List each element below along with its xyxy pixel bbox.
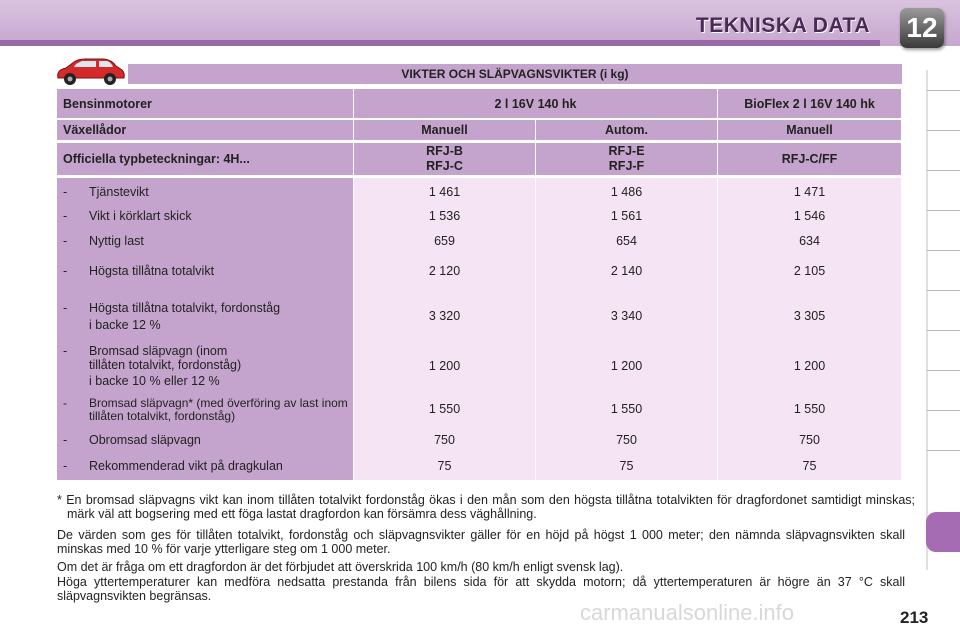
table-cell: 634 [799, 234, 820, 248]
gearbox-value: Autom. [536, 120, 717, 140]
table-cell: 1 550 [793, 402, 826, 416]
row-label-text: Nyttig last [89, 234, 144, 248]
row-label-text: Högsta tillåtna totalvikt [89, 264, 215, 278]
row-dash: - [63, 396, 67, 410]
table-cell: 750 [799, 433, 820, 447]
engine-header-row [57, 89, 902, 118]
chapter-tab[interactable] [927, 250, 960, 289]
type-row [57, 143, 902, 175]
page-title: TEKNISKA DATA [695, 14, 870, 37]
type-code [536, 143, 717, 175]
values-column-manual-2l [354, 178, 535, 480]
table-cell: 654 [616, 234, 637, 248]
row-label-text: Rekommenderad vikt på dragkulan [89, 459, 283, 473]
type-label: Officiella typbeteckningar: 4H... [57, 143, 353, 175]
table-cell: 1 200 [610, 359, 643, 373]
car-icon [52, 56, 126, 88]
type-code-line: RFJ-E [608, 144, 645, 158]
table-cell: 1 471 [793, 185, 826, 199]
row-labels-column [57, 178, 353, 480]
gearbox-row [57, 120, 902, 140]
chapter-tab[interactable] [927, 210, 960, 249]
row-label-text: Obromsad släpvagn [89, 433, 201, 447]
type-code-line: RFJ-F [608, 159, 645, 173]
footnote: * En bromsad släpvagns vikt kan inom tillåten totalvikt fordonståg ökas i den mån som den högsta tillåtna totalvikten för dragfordonet samtidigt minskas; märk väl att bogsering med ett föga lastat dragfordon kan försämra dess väghållning. [57, 493, 915, 521]
table-cell: 750 [616, 433, 637, 447]
table-cell: 75 [619, 459, 634, 473]
chapter-tab[interactable] [927, 130, 960, 169]
chapter-tab[interactable] [927, 90, 960, 129]
row-dash: - [63, 459, 68, 473]
row-dash: - [63, 234, 68, 248]
table-cell: 1 561 [610, 209, 643, 223]
row-label-text: Högsta tillåtna totalvikt, fordonståg [89, 301, 281, 315]
gearbox-value: Manuell [354, 120, 535, 140]
type-code: RFJ-C/FF [718, 143, 901, 175]
chapter-tab[interactable] [927, 170, 960, 209]
chapter-tab-active[interactable] [926, 512, 960, 552]
table-cell: 1 536 [428, 209, 461, 223]
table-cell: 1 200 [428, 359, 461, 373]
table-cell: 1 461 [428, 185, 461, 199]
table-cell: 659 [434, 234, 455, 248]
weights-table-body [57, 178, 902, 480]
table-cell: 3 305 [793, 309, 826, 323]
row-label-text: Tjänstevikt [89, 185, 149, 199]
note-paragraph: Om det är fråga om ett dragfordon är det förbjudet att överskrida 100 km/h (80 km/h enligt svensk lag). [57, 560, 624, 574]
table-cell: 1 550 [428, 402, 461, 416]
row-sublabel-text: i backe 12 % [89, 318, 161, 332]
row-dash: - [63, 344, 68, 358]
gearbox-label: Växellådor [57, 120, 353, 140]
table-cell: 3 320 [428, 309, 461, 323]
row-dash: - [63, 433, 68, 447]
table-cell: 2 140 [610, 264, 643, 278]
table-cell: 1 486 [610, 185, 643, 199]
table-cell: 75 [802, 459, 817, 473]
values-column-auto-2l [536, 178, 717, 480]
chapter-tab[interactable] [927, 330, 960, 369]
chapter-tab[interactable] [927, 410, 960, 449]
engine-label: Bensinmotorer [57, 89, 353, 118]
header-strip [0, 40, 880, 46]
table-cell: 75 [437, 459, 452, 473]
engine-bioflex: BioFlex 2 l 16V 140 hk [718, 89, 901, 118]
page-number: 213 [900, 608, 929, 627]
values-column-bioflex [718, 178, 901, 480]
chapter-tab[interactable] [927, 370, 960, 409]
row-dash: - [63, 209, 68, 223]
type-code-line: RFJ-B [426, 144, 463, 158]
table-caption: VIKTER OCH SLÄPVAGNSVIKTER (i kg) [128, 64, 902, 84]
table-cell: 1 200 [793, 359, 826, 373]
table-cell: 1 546 [793, 209, 826, 223]
gearbox-value: Manuell [718, 120, 901, 140]
row-label-text: Bromsad släpvagn (inom tillåten totalvikt, fordonståg) [89, 344, 242, 372]
row-label-text: Vikt i körklart skick [89, 209, 192, 223]
table-cell: 2 105 [793, 264, 826, 278]
note-paragraph: Höga yttertemperaturer kan medföra nedsatta prestanda från bilens sida för att skydda motorn; då yttertemperaturen är högre än 37 °C skall släpvagnsvikten begränsas. [57, 575, 905, 603]
note-paragraph: De värden som ges för tillåten totalvikt, fordonståg och släpvagnsvikter gäller för en höjd på högst 1 000 meter; den nämnda släpvagnsvikten skall minskas med 10 % för varje ytterligare steg om 1 000 meter. [57, 528, 905, 556]
chapter-badge: 12 [900, 8, 944, 48]
table-cell: 1 550 [610, 402, 643, 416]
row-label-text: Bromsad släpvagn* (med överföring av last inom tillåten totalvikt, fordonståg) [89, 396, 348, 423]
engine-2l: 2 l 16V 140 hk [354, 89, 717, 118]
row-dash: - [63, 264, 68, 278]
type-code [354, 143, 535, 175]
chapter-tab[interactable] [927, 290, 960, 329]
type-code-line: RFJ-C [426, 159, 463, 173]
row-dash: - [63, 185, 68, 199]
row-sublabel-text: i backe 10 % eller 12 % [89, 374, 220, 388]
watermark: carmanualsonline.info [580, 600, 795, 625]
chapter-tab[interactable] [927, 450, 960, 489]
table-cell: 2 120 [428, 264, 461, 278]
row-dash: - [63, 301, 68, 315]
table-cell: 3 340 [610, 309, 643, 323]
table-cell: 750 [434, 433, 455, 447]
